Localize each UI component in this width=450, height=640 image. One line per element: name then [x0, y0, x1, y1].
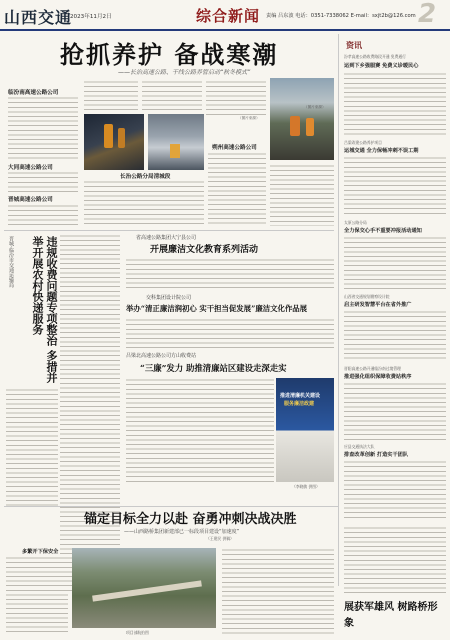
vertical-org-label: 晋城·临汾市交通运输局 [8, 236, 14, 288]
news-tag: 资讯 [346, 41, 362, 50]
right-item-6-title: 排查改革创新 打造实干团队 [344, 452, 409, 458]
right-item-3-org: 太原公路分局 [344, 220, 367, 225]
text-block-mid-5 [208, 152, 266, 224]
promo-line-1: 推进清廉机关建设 [280, 393, 321, 399]
right-text-3 [344, 236, 446, 290]
bottom-divider [4, 506, 338, 507]
right-item-4-title: 启主研发智慧平台在省外推广 [344, 302, 412, 308]
caption-2: （图片来源） [304, 105, 326, 109]
right-item-4-org: 山西省交通规划勘察设计院 [344, 294, 390, 299]
promo-line-2: 服务廉洁政建 [284, 401, 315, 407]
right-text-6 [344, 460, 446, 520]
right-item-5-org: 晋阳高速公路开通临汾南过境管理 [344, 366, 401, 371]
left-head-2: 大同高速公路公司 [8, 165, 53, 171]
right-text-4 [344, 310, 446, 362]
page-number: 2 [418, 0, 437, 29]
text-block-mid-3 [206, 80, 266, 116]
right-item-2-title: 运城交通 全力保畅冲刺不误工期 [344, 148, 419, 154]
right-text-5 [344, 382, 446, 440]
bottom-subtitle: ——山西路桥集团新建部已一标段项目建设“加速度” [124, 529, 240, 535]
right-text-2 [344, 156, 446, 216]
right-item-5-title: 推进强化组织保障收费站秩序 [344, 374, 412, 380]
masthead-rule [0, 29, 450, 31]
masthead [0, 0, 450, 32]
text-block-story2 [126, 258, 334, 292]
photo-snow-road [148, 114, 204, 170]
text-block-left-3 [8, 204, 78, 228]
right-col-divider [338, 34, 339, 586]
lead-subtitle: ——长治高速公路、干线公路养管启动“秋冬模式” [118, 69, 251, 76]
bottom-title: 锚定目标全力以赴 奋勇冲刺决战决胜 [84, 512, 297, 527]
text-block-story3 [126, 318, 334, 348]
text-block-story4 [126, 378, 274, 482]
story2-org: 省高速公路集团大宁县公司 [136, 235, 197, 241]
bottom-right-banner: 展获军雄风 树路桥形象 [344, 602, 438, 629]
story4-title: “三廉”发力 助推清廉站区建设走深走实 [140, 363, 287, 373]
right-item-1-org: 汾孝高速公路收费路段开通 免费通行 [344, 54, 406, 59]
text-block-vertical-story [60, 234, 120, 594]
text-block-mid-4 [84, 180, 204, 226]
story2-title: 开展廉洁文化教育系列活动 [150, 245, 259, 255]
text-block-mid-7 [270, 164, 334, 226]
text-block-left-2 [8, 171, 78, 193]
text-block-mid-2 [142, 80, 202, 112]
right-text-1 [344, 72, 446, 136]
text-block-vertical-lower [6, 388, 58, 508]
changzhi-head: 长治公路分局清城段 [120, 174, 171, 180]
bottom-left-head: 多繁开下保安全 [22, 549, 59, 555]
left-head-1: 临汾南高速公路公司 [8, 90, 59, 96]
section-title: 综合新闻 [196, 7, 261, 25]
text-block-left-1 [8, 96, 78, 160]
text-block-mid-1 [84, 80, 138, 112]
photo-aerial-project [72, 548, 216, 628]
photo-night-roadwork [84, 114, 144, 170]
text-block-bottom-left [6, 556, 68, 636]
photo-maintenance-crew [270, 78, 334, 160]
newspaper-logo: 山西交通 [4, 8, 73, 27]
right-item-1-title: 运到下乡强服赛 免费义诊暖民心 [344, 63, 419, 69]
mid-divider-top [4, 230, 334, 231]
photo-caption-aerial: 项目部航拍图 [126, 630, 149, 635]
vertical-headline: 违规收费问题专项整治 多措并举开展农村快递服务 [31, 236, 58, 383]
left-head-3: 晋城高速公路公司 [8, 197, 53, 203]
text-block-bottom-right [344, 526, 446, 596]
caption-1: （图片来源） [238, 116, 260, 120]
text-block-bottom-mid [222, 548, 334, 636]
editor-contact: 责编 吕东波 电话：0351-7338062 E-mail：sxjt2b@126.com [266, 13, 416, 19]
story4-org: 吕梁北高速公路公司方山收费站 [126, 353, 197, 359]
bottom-credit: （王建民 供稿） [206, 536, 234, 541]
photo-promo-board [276, 378, 334, 482]
right-item-6-org: 应县交通执法大队 [344, 444, 375, 449]
story3-org: 交科集团设计院公司 [146, 295, 192, 301]
lead-title: 抢抓养护 备战寒潮 [60, 41, 279, 69]
promo-credit: （李晓敏 供图） [292, 484, 320, 489]
right-item-3-title: 全力保交心手不重要冲报活动通知 [344, 228, 422, 234]
issue-date: 2023年11月2日 [70, 14, 112, 20]
shuozhou-head: 朔州高速公路公司 [212, 145, 257, 151]
right-item-2-org: 吕梁改建公路养护项目 [344, 140, 382, 145]
story3-title: 举办“清正廉洁润初心 实干担当促发展”廉洁文化作品展 [126, 304, 308, 313]
